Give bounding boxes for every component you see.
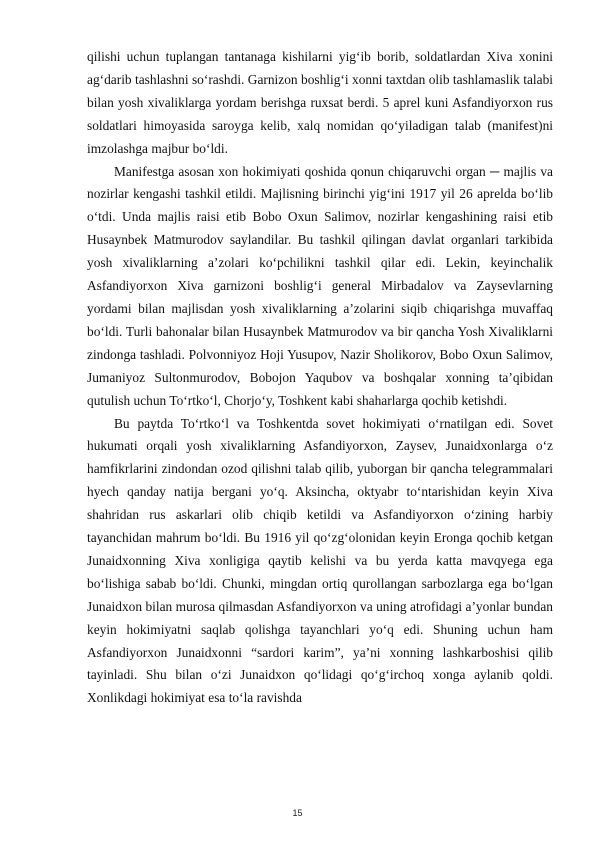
paragraph-continuation: qilishi uchun tuplangan tantanaga kishilarni yig‘ib borib, soldatlardan Xiva xonini ag‘darib tashlashni so‘rashdi. Garnizon boshlig‘i xonni taxtdan olib tashlamaslik talabi bilan yosh xivaliklarga yordam berishga ruxsat berdi. 5 aprel kuni Asfandiyorxon rus soldatlari himoyasida saroyga kelib, xalq nomidan qo‘yiladigan talab (manifest)ni imzolashga majbur bo‘ldi. (87, 49, 553, 156)
paragraph-manifest: Manifestga asosan xon hokimiyati qoshida qonun chiqaruvchi organ ─ majlis va nozirlar kengashi tashkil etildi. Majlisning birinchi yig‘ini 1917 yil 26 aprelda bo‘lib o‘tdi. Unda majlis raisi etib Bobo Oxun Salimov, nozirlar kengashining raisi etib Husaynbek Matmurodov saylandilar. Bu tashkil qilingan davlat organlari tarkibida yosh xivaliklarning a’zolari ko‘pchilikni tashkil qilar edi. Lekin, keyinchalik Asfandiyorxon Xiva garnizoni boshlig‘i general Mirbadalov va Zaysevlarning yordami bilan majlisdan yosh xivaliklarning a’zolarini siqib chiqarishga muvaffaq bo‘ldi. Turli bahonalar bilan Husaynbek Matmurodov va bir qancha Yosh Xivaliklarni zindonga tashladi. Polvonniyoz Hoji Yusupov, Nazir Sholikorov, Bobo Oxun Salimov, Jumaniyoz Sultonmurodov, Bobojon Yaqubov va boshqalar xonning ta’qibidan qutulish uchun To‘rtko‘l, Chorjo‘y, Toshkent kabi shaharlarga qochib ketishdi. (87, 163, 553, 408)
page-number: 15 (292, 808, 303, 818)
paragraph-soviet-power: Bu paytda To‘rtko‘l va Toshkentda sovet hokimiyati o‘rnatilgan edi. Sovet hukumati orqali yosh xivaliklarning Asfandiyorxon, Zaysev, Junaidxonlarga o‘z hamfikrlarini zindondan ozod qilishni talab qilib, yuborgan bir qancha telegrammalari hyech qanday natija bergani yo‘q. Aksincha, oktyabr to‘ntarishidan keyin Xiva shahridan rus askarlari olib chiqib ketildi va Asfandiyorxon o‘zining harbiy tayanchidan mahrum bo‘ldi. Bu 1916 yil qo‘zg‘olonidan keyin Eronga qochib ketgan Junaidxonning Xiva xonligiga qaytib kelishi va bu yerda katta mavqyega ega bo‘lishiga sabab bo‘ldi. Chunki, mingdan ortiq qurollangan sarbozlarga ega bo‘lgan Junaidxon bilan murosa qilmasdan Asfandiyorxon va uning atrofidagi a’yonlar bundan keyin hokimiyatni saqlab qolishga tayanchlari yo‘q edi. Shuning uchun ham Asfandiyorxon Junaidxonni “sardori karim”, ya’ni xonning lashkarboshisi qilib tayinladi. Shu bilan o‘zi Junaidxon qo‘lidagi qo‘g‘irchoq xonga aylanib qoldi. Xonlikdagi hokimiyat esa to‘la ravishda (87, 415, 553, 706)
document-body (87, 46, 553, 710)
